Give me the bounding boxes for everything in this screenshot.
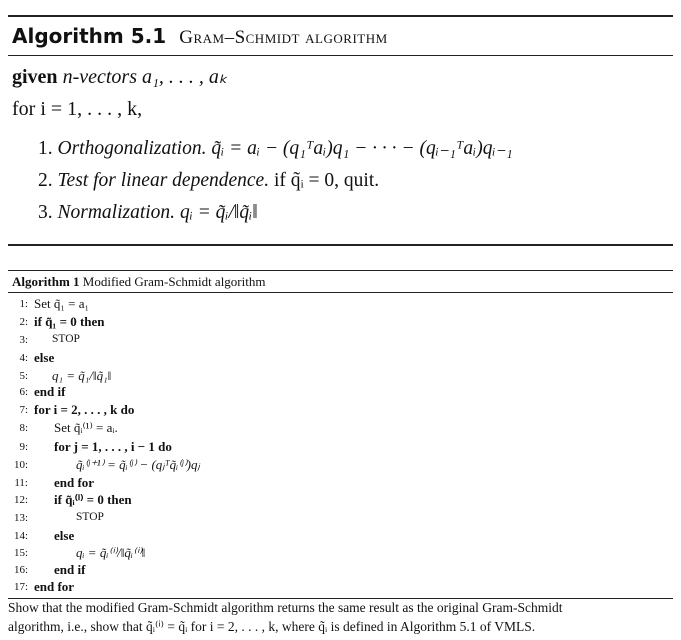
- line-number: 8:: [19, 422, 28, 434]
- code-line-17: end for: [34, 579, 75, 594]
- code-line-9: for j = 1, . . . , i − 1 do: [54, 439, 172, 454]
- step-2-math: if q̃ᵢ = 0, quit.: [273, 170, 380, 191]
- line-number: 6:: [19, 386, 28, 398]
- algo1-header: [12, 274, 265, 290]
- code-line-3: STOP: [52, 333, 80, 345]
- line-number: 9:: [19, 441, 28, 453]
- code-line-15: qᵢ = q̃ᵢ⁽ⁱ⁾/‖q̃ᵢ⁽ⁱ⁾‖: [76, 545, 146, 560]
- line-number: 7:: [19, 404, 28, 416]
- algo1-bottom-rule: [8, 598, 673, 599]
- step-3-number: 3.: [38, 202, 53, 223]
- algo51-header-rule: [8, 55, 673, 56]
- algo51-bottom-rule: [8, 244, 673, 246]
- algo51-top-rule: [8, 15, 673, 17]
- line-number: 14:: [13, 530, 28, 542]
- code-line-11: end for: [54, 475, 95, 490]
- line-number: 10:: [13, 459, 28, 471]
- code-line-7: for i = 2, . . . , k do: [34, 402, 135, 417]
- algo1-label: Algorithm 1: [12, 274, 80, 289]
- step-1-number: 1.: [38, 138, 53, 159]
- line-number: 16:: [13, 564, 28, 576]
- code-line-16: end if: [54, 562, 86, 577]
- line-number: 17:: [13, 581, 28, 593]
- algo51-title: Gram–Schmidt algorithm: [179, 27, 388, 48]
- step-3-name: Normalization.: [57, 202, 176, 223]
- given-keyword: given: [12, 66, 58, 88]
- algo1-top-rule: [8, 270, 673, 271]
- line-number: 3:: [19, 334, 28, 346]
- step-3-math: qᵢ = q̃ᵢ/‖q̃ᵢ‖: [179, 202, 258, 223]
- code-line-5: q₁ = q̃₁/‖q̃₁‖: [52, 368, 112, 383]
- step-1-name: Orthogonalization.: [57, 138, 207, 159]
- code-line-13: STOP: [76, 511, 104, 523]
- code-line-4: else: [34, 350, 55, 365]
- code-line-6: end if: [34, 384, 66, 399]
- line-number: 13:: [13, 512, 28, 524]
- algo51-step-2: [38, 170, 379, 192]
- code-line-10: q̃ᵢ⁽ʲ⁺¹⁾ = q̃ᵢ⁽ʲ⁾ − (qⱼᵀq̃ᵢ⁽ʲ⁾)qⱼ: [76, 457, 200, 472]
- line-number: 4:: [19, 352, 28, 364]
- algo51-given-line: [12, 64, 227, 89]
- line-number: 2:: [19, 316, 28, 328]
- code-line-12: if q̃ᵢ⁽ⁱ⁾ = 0 then: [54, 492, 132, 507]
- step-1-math: q̃ᵢ = aᵢ − (q₁ᵀaᵢ)q₁ − · · · − (qᵢ₋₁ᵀaᵢ)qᵢ₋₁: [211, 138, 513, 159]
- given-text: n-vectors a₁, . . . , aₖ: [57, 66, 228, 88]
- code-line-8: Set q̃ᵢ⁽¹⁾ = aᵢ.: [54, 420, 118, 435]
- question-line-2: algorithm, i.e., show that q̃ᵢ⁽ⁱ⁾ = q̃ᵢ for i = 2, . . . , k, where q̃ᵢ is defined in Algorithm 5.1 of VMLS.: [8, 619, 536, 634]
- line-number: 5:: [19, 370, 28, 382]
- code-line-1: Set q̃₁ = a₁: [34, 296, 90, 311]
- algo1-title: Modified Gram-Schmidt algorithm: [82, 274, 266, 289]
- code-line-14: else: [54, 528, 75, 543]
- line-number: 11:: [14, 477, 28, 489]
- line-number: 15:: [13, 547, 28, 559]
- algo1-header-rule: [8, 292, 673, 293]
- algo51-step-3: [38, 202, 258, 224]
- algo51-step-1: [38, 136, 513, 160]
- step-2-number: 2.: [38, 170, 53, 191]
- algo51-label: Algorithm 5.1: [12, 24, 167, 48]
- algo51-header: [12, 24, 388, 49]
- line-number: 12:: [13, 494, 28, 506]
- step-2-name: Test for linear dependence.: [57, 170, 270, 191]
- question-line-1: Show that the modified Gram-Schmidt algorithm returns the same result as the original Gram-Schmidt: [8, 600, 563, 615]
- line-number: 1:: [19, 298, 28, 310]
- code-line-2: if q̃₁ = 0 then: [34, 314, 105, 329]
- algo51-for-line: for i = 1, . . . , k,: [12, 98, 143, 120]
